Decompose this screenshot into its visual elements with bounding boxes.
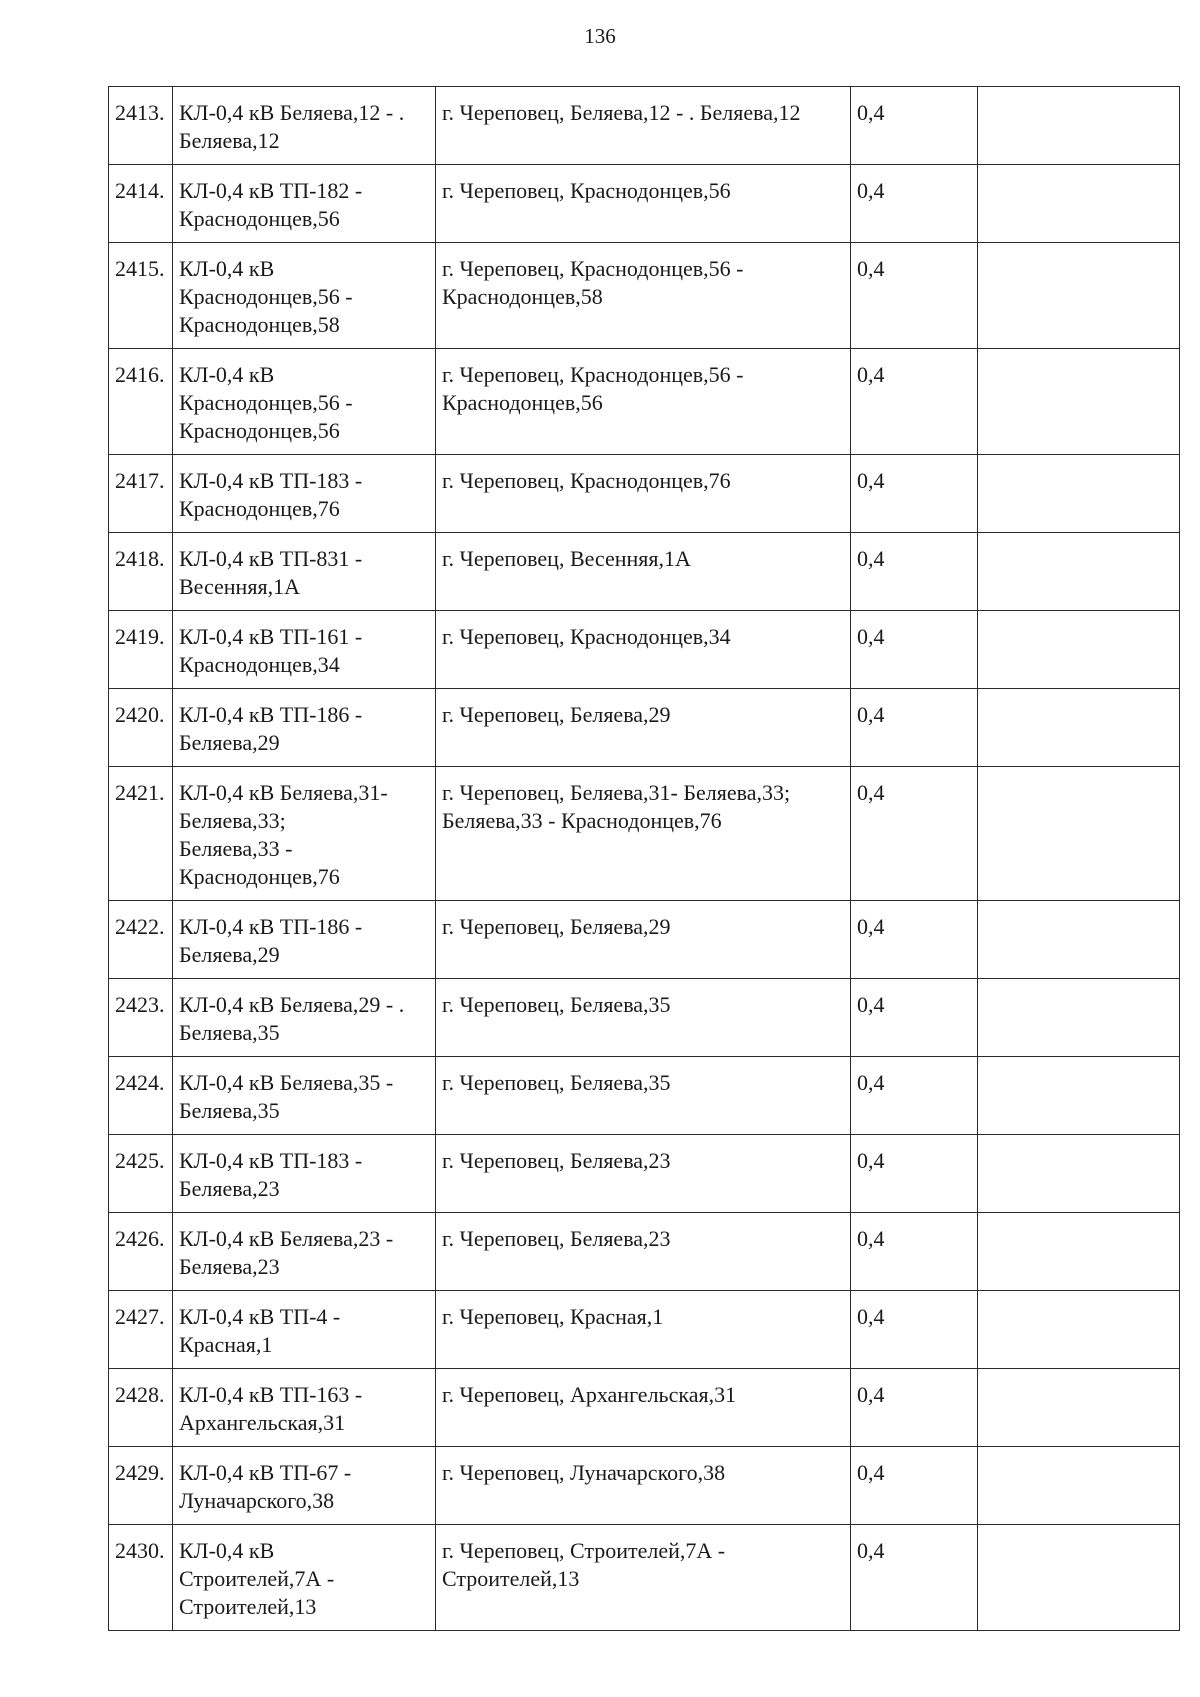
- table-row: [109, 243, 1180, 349]
- line-extra-cell: [978, 689, 1180, 767]
- row-number-cell: 2416.: [109, 349, 173, 455]
- registry-table: [108, 86, 1180, 1631]
- line-address-cell: г. Череповец, Красная,1: [436, 1291, 851, 1369]
- line-name-cell: КЛ-0,4 кВ ТП-161 - Краснодонцев,34: [173, 611, 436, 689]
- line-voltage-cell: 0,4: [851, 901, 978, 979]
- line-extra-cell: [978, 87, 1180, 165]
- row-number-cell: 2417.: [109, 455, 173, 533]
- row-number-cell: 2419.: [109, 611, 173, 689]
- row-number-cell: 2426.: [109, 1213, 173, 1291]
- line-voltage-cell: 0,4: [851, 349, 978, 455]
- row-number-cell: 2414.: [109, 165, 173, 243]
- line-address-cell: г. Череповец, Краснодонцев,34: [436, 611, 851, 689]
- line-extra-cell: [978, 243, 1180, 349]
- line-address-cell: г. Череповец, Весенняя,1А: [436, 533, 851, 611]
- line-voltage-cell: 0,4: [851, 1057, 978, 1135]
- table-row: [109, 767, 1180, 901]
- line-address-cell: г. Череповец, Краснодонцев,76: [436, 455, 851, 533]
- line-name-cell: КЛ-0,4 кВ ТП-183 - Беляева,23: [173, 1135, 436, 1213]
- row-number-cell: 2421.: [109, 767, 173, 901]
- line-name-cell: КЛ-0,4 кВ ТП-186 - Беляева,29: [173, 901, 436, 979]
- line-address-cell: г. Череповец, Беляева,35: [436, 979, 851, 1057]
- line-name-cell: КЛ-0,4 кВ ТП-67 - Луначарского,38: [173, 1447, 436, 1525]
- line-name-cell: КЛ-0,4 кВ Беляева,35 - Беляева,35: [173, 1057, 436, 1135]
- line-name-cell: КЛ-0,4 кВ ТП-182 - Краснодонцев,56: [173, 165, 436, 243]
- page-number: 136: [584, 24, 616, 48]
- line-address-cell: г. Череповец, Строителей,7А - Строителей,13: [436, 1525, 851, 1631]
- line-extra-cell: [978, 1525, 1180, 1631]
- line-voltage-cell: 0,4: [851, 1135, 978, 1213]
- row-number-cell: 2422.: [109, 901, 173, 979]
- line-name-cell: КЛ-0,4 кВ Краснодонцев,56 - Краснодонцев,56: [173, 349, 436, 455]
- line-address-cell: г. Череповец, Беляева,35: [436, 1057, 851, 1135]
- line-voltage-cell: 0,4: [851, 455, 978, 533]
- row-number-cell: 2415.: [109, 243, 173, 349]
- line-extra-cell: [978, 1135, 1180, 1213]
- line-address-cell: г. Череповец, Беляева,29: [436, 901, 851, 979]
- line-name-cell: КЛ-0,4 кВ Беляева,29 - . Беляева,35: [173, 979, 436, 1057]
- line-address-cell: г. Череповец, Беляева,23: [436, 1213, 851, 1291]
- table-row: [109, 1369, 1180, 1447]
- line-address-cell: г. Череповец, Архангельская,31: [436, 1369, 851, 1447]
- table-row: [109, 1447, 1180, 1525]
- row-number-cell: 2430.: [109, 1525, 173, 1631]
- line-name-cell: КЛ-0,4 кВ ТП-4 - Красная,1: [173, 1291, 436, 1369]
- line-name-cell: КЛ-0,4 кВ Беляева,31- Беляева,33; Беляева,33 - Краснодонцев,76: [173, 767, 436, 901]
- line-name-cell: КЛ-0,4 кВ Беляева,12 - . Беляева,12: [173, 87, 436, 165]
- line-voltage-cell: 0,4: [851, 1213, 978, 1291]
- line-voltage-cell: 0,4: [851, 533, 978, 611]
- line-extra-cell: [978, 979, 1180, 1057]
- line-voltage-cell: 0,4: [851, 165, 978, 243]
- line-name-cell: КЛ-0,4 кВ ТП-163 - Архангельская,31: [173, 1369, 436, 1447]
- table-row: [109, 979, 1180, 1057]
- line-extra-cell: [978, 533, 1180, 611]
- line-extra-cell: [978, 1369, 1180, 1447]
- line-extra-cell: [978, 1447, 1180, 1525]
- line-extra-cell: [978, 165, 1180, 243]
- line-extra-cell: [978, 455, 1180, 533]
- line-name-cell: КЛ-0,4 кВ ТП-831 - Весенняя,1А: [173, 533, 436, 611]
- table-row: [109, 1213, 1180, 1291]
- row-number-cell: 2427.: [109, 1291, 173, 1369]
- line-address-cell: г. Череповец, Краснодонцев,56: [436, 165, 851, 243]
- line-address-cell: г. Череповец, Беляева,29: [436, 689, 851, 767]
- row-number-cell: 2413.: [109, 87, 173, 165]
- table-row: [109, 689, 1180, 767]
- row-number-cell: 2428.: [109, 1369, 173, 1447]
- line-extra-cell: [978, 1057, 1180, 1135]
- row-number-cell: 2424.: [109, 1057, 173, 1135]
- line-address-cell: г. Череповец, Краснодонцев,56 - Краснодонцев,56: [436, 349, 851, 455]
- line-extra-cell: [978, 901, 1180, 979]
- line-address-cell: г. Череповец, Беляева,31- Беляева,33; Беляева,33 - Краснодонцев,76: [436, 767, 851, 901]
- table-row: [109, 1291, 1180, 1369]
- table-row: [109, 611, 1180, 689]
- table-row: [109, 165, 1180, 243]
- line-voltage-cell: 0,4: [851, 689, 978, 767]
- line-voltage-cell: 0,4: [851, 611, 978, 689]
- line-extra-cell: [978, 1213, 1180, 1291]
- line-voltage-cell: 0,4: [851, 1447, 978, 1525]
- line-voltage-cell: 0,4: [851, 979, 978, 1057]
- table-row: [109, 1135, 1180, 1213]
- table-row: [109, 1057, 1180, 1135]
- line-name-cell: КЛ-0,4 кВ Краснодонцев,56 - Краснодонцев,58: [173, 243, 436, 349]
- row-number-cell: 2423.: [109, 979, 173, 1057]
- row-number-cell: 2425.: [109, 1135, 173, 1213]
- table-row: [109, 349, 1180, 455]
- line-name-cell: КЛ-0,4 кВ ТП-186 - Беляева,29: [173, 689, 436, 767]
- table-row: [109, 455, 1180, 533]
- line-extra-cell: [978, 1291, 1180, 1369]
- table-row: [109, 901, 1180, 979]
- line-address-cell: г. Череповец, Беляева,23: [436, 1135, 851, 1213]
- line-name-cell: КЛ-0,4 кВ ТП-183 - Краснодонцев,76: [173, 455, 436, 533]
- line-voltage-cell: 0,4: [851, 1525, 978, 1631]
- line-name-cell: КЛ-0,4 кВ Строителей,7А - Строителей,13: [173, 1525, 436, 1631]
- registry-table-body: [109, 87, 1180, 1631]
- table-row: [109, 87, 1180, 165]
- line-address-cell: г. Череповец, Луначарского,38: [436, 1447, 851, 1525]
- line-voltage-cell: 0,4: [851, 1369, 978, 1447]
- line-address-cell: г. Череповец, Беляева,12 - . Беляева,12: [436, 87, 851, 165]
- line-voltage-cell: 0,4: [851, 767, 978, 901]
- row-number-cell: 2418.: [109, 533, 173, 611]
- line-voltage-cell: 0,4: [851, 87, 978, 165]
- row-number-cell: 2429.: [109, 1447, 173, 1525]
- line-extra-cell: [978, 611, 1180, 689]
- table-row: [109, 533, 1180, 611]
- line-extra-cell: [978, 349, 1180, 455]
- line-name-cell: КЛ-0,4 кВ Беляева,23 - Беляева,23: [173, 1213, 436, 1291]
- line-voltage-cell: 0,4: [851, 243, 978, 349]
- line-extra-cell: [978, 767, 1180, 901]
- line-address-cell: г. Череповец, Краснодонцев,56 - Краснодонцев,58: [436, 243, 851, 349]
- table-row: [109, 1525, 1180, 1631]
- row-number-cell: 2420.: [109, 689, 173, 767]
- line-voltage-cell: 0,4: [851, 1291, 978, 1369]
